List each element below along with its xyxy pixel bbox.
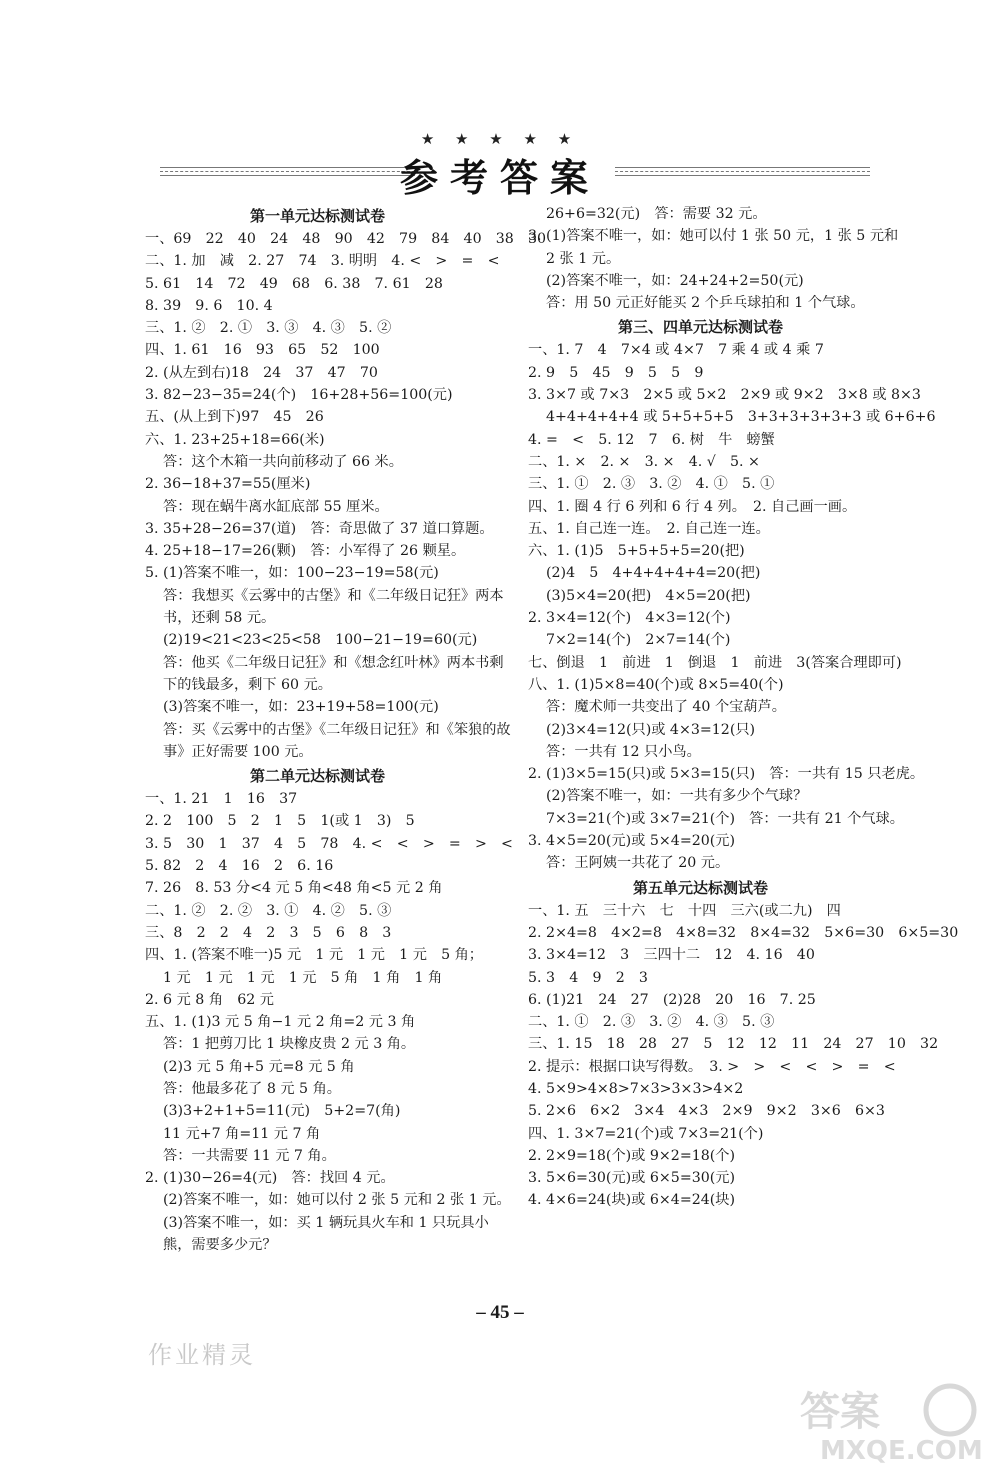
answer-line: 三、1. ① 2. ③ 3. ② 4. ① 5. ① (528, 476, 775, 493)
answer-line: (3)5×4=20(把) 4×5=20(把) (546, 587, 751, 604)
answer-line: 书，还剩 58 元。 (163, 610, 276, 627)
answer-line: 2 张 1 元。 (546, 250, 621, 267)
svg-text:答案: 答案 (800, 1389, 880, 1435)
section-heading: 第一单元达标测试卷 (249, 207, 385, 225)
answer-line: 6. (1)21 24 27 (2)28 20 16 7. 25 (528, 991, 816, 1008)
answer-line: 答：他最多花了 8 元 5 角。 (163, 1080, 341, 1097)
right-answer-column (528, 203, 959, 1212)
answer-line: 六、1. (1)5 5+5+5+5=20(把) (528, 543, 745, 560)
answer-line: (3)3+2+1+5=11(元) 5+2=7(角) (163, 1103, 401, 1120)
answer-line: 3. 3×4=12 3 三四十二 12 4. 16 40 (528, 947, 815, 964)
answer-line: 五、1. (1)3 元 5 角−1 元 2 角=2 元 3 角 (145, 1014, 416, 1031)
answer-line: 四、1. (答案不唯一)5 元 1 元 1 元 1 元 5 角； (145, 947, 483, 964)
answer-line: 3. 5 30 1 37 4 5 78 4. < < > = > < (145, 835, 513, 852)
answer-line: 2. 2×4=8 4×2=8 4×8=32 8×4=32 5×6=30 6×5=30 (528, 924, 959, 941)
answer-line: 一、1. 21 1 16 37 (145, 791, 298, 808)
answer-line: 答：1 把剪刀比 1 块橡皮贵 2 元 3 角。 (163, 1036, 416, 1053)
stars-decoration: ★ ★ ★ ★ ★ (420, 130, 580, 148)
answer-line: 2. 6 元 8 角 62 元 (145, 991, 274, 1008)
answer-line: 三、1. ② 2. ① 3. ③ 4. ③ 5. ② (145, 320, 392, 337)
answer-line: 5. 2×6 6×2 3×4 4×3 2×9 9×2 3×6 6×3 (528, 1103, 885, 1120)
answer-line: 4. 4×6=24(块)或 6×4=24(块) (528, 1192, 736, 1209)
answer-line: 4. = < 5. 12 7 6. 树 牛 螃蟹 (528, 431, 775, 448)
page-header (0, 125, 1000, 205)
answer-line: 2. 36−18+37=55(厘米) (145, 476, 311, 493)
answer-line: 7×2=14(个) 2×7=14(个) (546, 632, 731, 649)
answer-line: (2)3 元 5 角+5 元=8 元 5 角 (163, 1058, 355, 1075)
answer-line: 5. 61 14 72 49 68 6. 38 7. 61 28 (145, 275, 443, 292)
answer-line: 七、倒退 1 前进 1 倒退 1 前进 3(答案合理即可) (528, 654, 902, 671)
answer-line: 答：王阿姨一共花了 20 元。 (546, 855, 730, 872)
answer-line: 五、1. 自己连一连。 2. 自己连一连。 (528, 520, 770, 537)
right-title-rule (615, 167, 870, 179)
answer-line: 2. 9 5 45 9 5 5 9 (528, 364, 704, 381)
answer-line: 二、1. ① 2. ③ 3. ② 4. ③ 5. ③ (528, 1014, 775, 1031)
answer-line: 答：魔术师一共变出了 40 个宝葫芦。 (546, 699, 786, 716)
answer-line: 1 元 1 元 1 元 1 元 5 角 1 角 1 角 (163, 969, 443, 986)
answer-line: 答：这个木箱一共向前移动了 66 米。 (163, 453, 403, 470)
answer-line: 2. 3×4=12(个) 4×3=12(个) (528, 610, 731, 627)
answer-line: 事》正好需要 100 元。 (163, 743, 313, 760)
answer-line: 一、1. 五 三十六 七 十四 三六(或二九) 四 (528, 902, 841, 919)
answer-line: 5. 82 2 4 16 2 6. 16 (145, 858, 334, 875)
answer-line: 4+4+4+4+4 或 5+5+5+5 3+3+3+3+3+3 或 6+6+6 (546, 409, 936, 426)
answer-line: 下的钱最多，剩下 60 元。 (163, 676, 332, 693)
answer-line: 四、1. 3×7=21(个)或 7×3=21(个) (528, 1125, 764, 1142)
answer-line: 7×3=21(个)或 3×7=21(个) 答：一共有 21 个气球。 (546, 810, 904, 827)
svg-text:MXQE.COM: MXQE.COM (820, 1436, 983, 1466)
page-title: 参考答案 (399, 156, 600, 200)
page-number: – 45 – (476, 1302, 524, 1323)
answer-line: (2)3×4=12(只)或 4×3=12(只) (546, 721, 756, 738)
answer-line: 熊，需要多少元？ (163, 1237, 277, 1254)
watermark-logo-left: 作业精灵 (148, 1341, 256, 1369)
answer-line: 答：一共需要 11 元 7 角。 (163, 1147, 336, 1164)
answer-line: 3. 4×5=20(元)或 5×4=20(元) (528, 833, 736, 850)
answer-line: 四、1. 圈 4 行 6 列和 6 行 4 列。 2. 自己画一画。 (528, 498, 857, 515)
section-heading: 第三、四单元达标测试卷 (617, 318, 783, 337)
answer-line: (3)答案不唯一，如：买 1 辆玩具火车和 1 只玩具小 (163, 1214, 489, 1231)
section-heading: 第二单元达标测试卷 (249, 767, 385, 786)
answer-line: 2. 提示：根据口诀写得数。 3. > > < < > = < (528, 1058, 896, 1075)
answer-line: 5. (1)答案不唯一，如：100−23−19=58(元) (145, 565, 439, 582)
answer-line: 2. 2 100 5 2 1 5 1(或 1 3) 5 (145, 813, 415, 830)
answer-line: 2. 2×9=18(个)或 9×2=18(个) (528, 1147, 736, 1164)
answer-line: 3. (1)答案不唯一，如：她可以付 1 张 50 元，1 张 5 元和 (528, 228, 899, 245)
watermark-logo-right (790, 1375, 990, 1465)
answer-line: (2)答案不唯一，如：她可以付 2 张 5 元和 2 张 1 元。 (163, 1192, 511, 1209)
answer-line: 三、1. 15 18 28 27 5 12 12 11 24 27 10 32 (528, 1036, 939, 1053)
answer-line: 2. (从左到右)18 24 37 47 70 (145, 364, 378, 381)
answer-line: 11 元+7 角=11 元 7 角 (163, 1125, 321, 1142)
section-heading: 第五单元达标测试卷 (632, 878, 768, 897)
answer-line: (2)答案不唯一，如：24+24+2=50(元) (546, 272, 804, 289)
answer-line: 八、1. (1)5×8=40(个)或 8×5=40(个) (528, 676, 784, 693)
answer-line: 答：我想买《云雾中的古堡》和《二年级日记狂》两本 (163, 587, 504, 604)
answer-line: 答：用 50 元正好能买 2 个乒乓球拍和 1 个气球。 (546, 295, 865, 312)
answer-line: 8. 39 9. 6 10. 4 (145, 297, 273, 314)
answer-line: 二、1. ② 2. ② 3. ① 4. ② 5. ③ (145, 902, 392, 919)
answer-line: 4. 5×9>4×8>7×3>3×3>4×2 (528, 1080, 744, 1097)
answer-line: 答：买《云雾中的古堡》《二年级日记狂》和《笨狼的故 (163, 721, 511, 738)
answer-line: 二、1. × 2. × 3. × 4. √ 5. × (528, 453, 760, 470)
answer-line: 3. 82−23−35=24(个) 16+28+56=100(元) (145, 387, 453, 404)
answer-line: 2. (1)30−26=4(元) 答：找回 4 元。 (145, 1170, 395, 1187)
answer-line: (2)4 5 4+4+4+4+4=20(把) (546, 565, 761, 582)
answer-line: 3. 5×6=30(元)或 6×5=30(元) (528, 1170, 736, 1187)
left-answer-column (145, 203, 547, 1256)
answer-line: 答：他买《二年级日记狂》和《想念红叶林》两本书剩 (163, 654, 504, 671)
answer-line: 2. (1)3×5=15(只)或 5×3=15(只) 答：一共有 15 只老虎。 (528, 766, 925, 783)
answer-line: (2)答案不唯一，如：一共有多少个气球？ (546, 788, 808, 805)
answer-line: 3. 35+28−26=37(道) 答：奇思做了 37 道口算题。 (145, 520, 494, 537)
answer-line: 5. 3 4 9 2 3 (528, 969, 648, 986)
answer-line: 7. 26 8. 53 分<4 元 5 角<48 角<5 元 2 角 (145, 880, 443, 897)
answer-line: 四、1. 61 16 93 65 52 100 (145, 342, 380, 359)
answer-line: 五、(从上到下)97 45 26 (145, 409, 324, 426)
answer-line: 六、1. 23+25+18=66(米) (145, 431, 325, 448)
answer-line: 二、1. 加 减 2. 27 74 3. 明明 4. < > = < (145, 253, 500, 270)
answer-line: 一、1. 7 4 7×4 或 4×7 7 乘 4 或 4 乘 7 (528, 342, 824, 359)
answer-line: 26+6=32(元) 答：需要 32 元。 (546, 206, 767, 222)
answer-line: 答：一共有 12 只小鸟。 (546, 743, 701, 760)
answer-line: 答：现在蜗牛离水缸底部 55 厘米。 (163, 498, 389, 515)
answer-line: 4. 25+18−17=26(颗) 答：小军得了 26 颗星。 (145, 543, 466, 560)
answer-line: 3. 3×7 或 7×3 2×5 或 5×2 2×9 或 9×2 3×8 或 8×3 (528, 387, 921, 404)
answer-line: 一、69 22 40 24 48 90 42 79 84 40 38 30 (145, 231, 547, 247)
answer-line: (3)答案不唯一，如：23+19+58=100(元) (163, 699, 439, 716)
answer-line: 三、8 2 2 4 2 3 5 6 8 3 (145, 924, 392, 941)
answer-line: (2)19<21<23<25<58 100−21−19=60(元) (163, 632, 478, 649)
